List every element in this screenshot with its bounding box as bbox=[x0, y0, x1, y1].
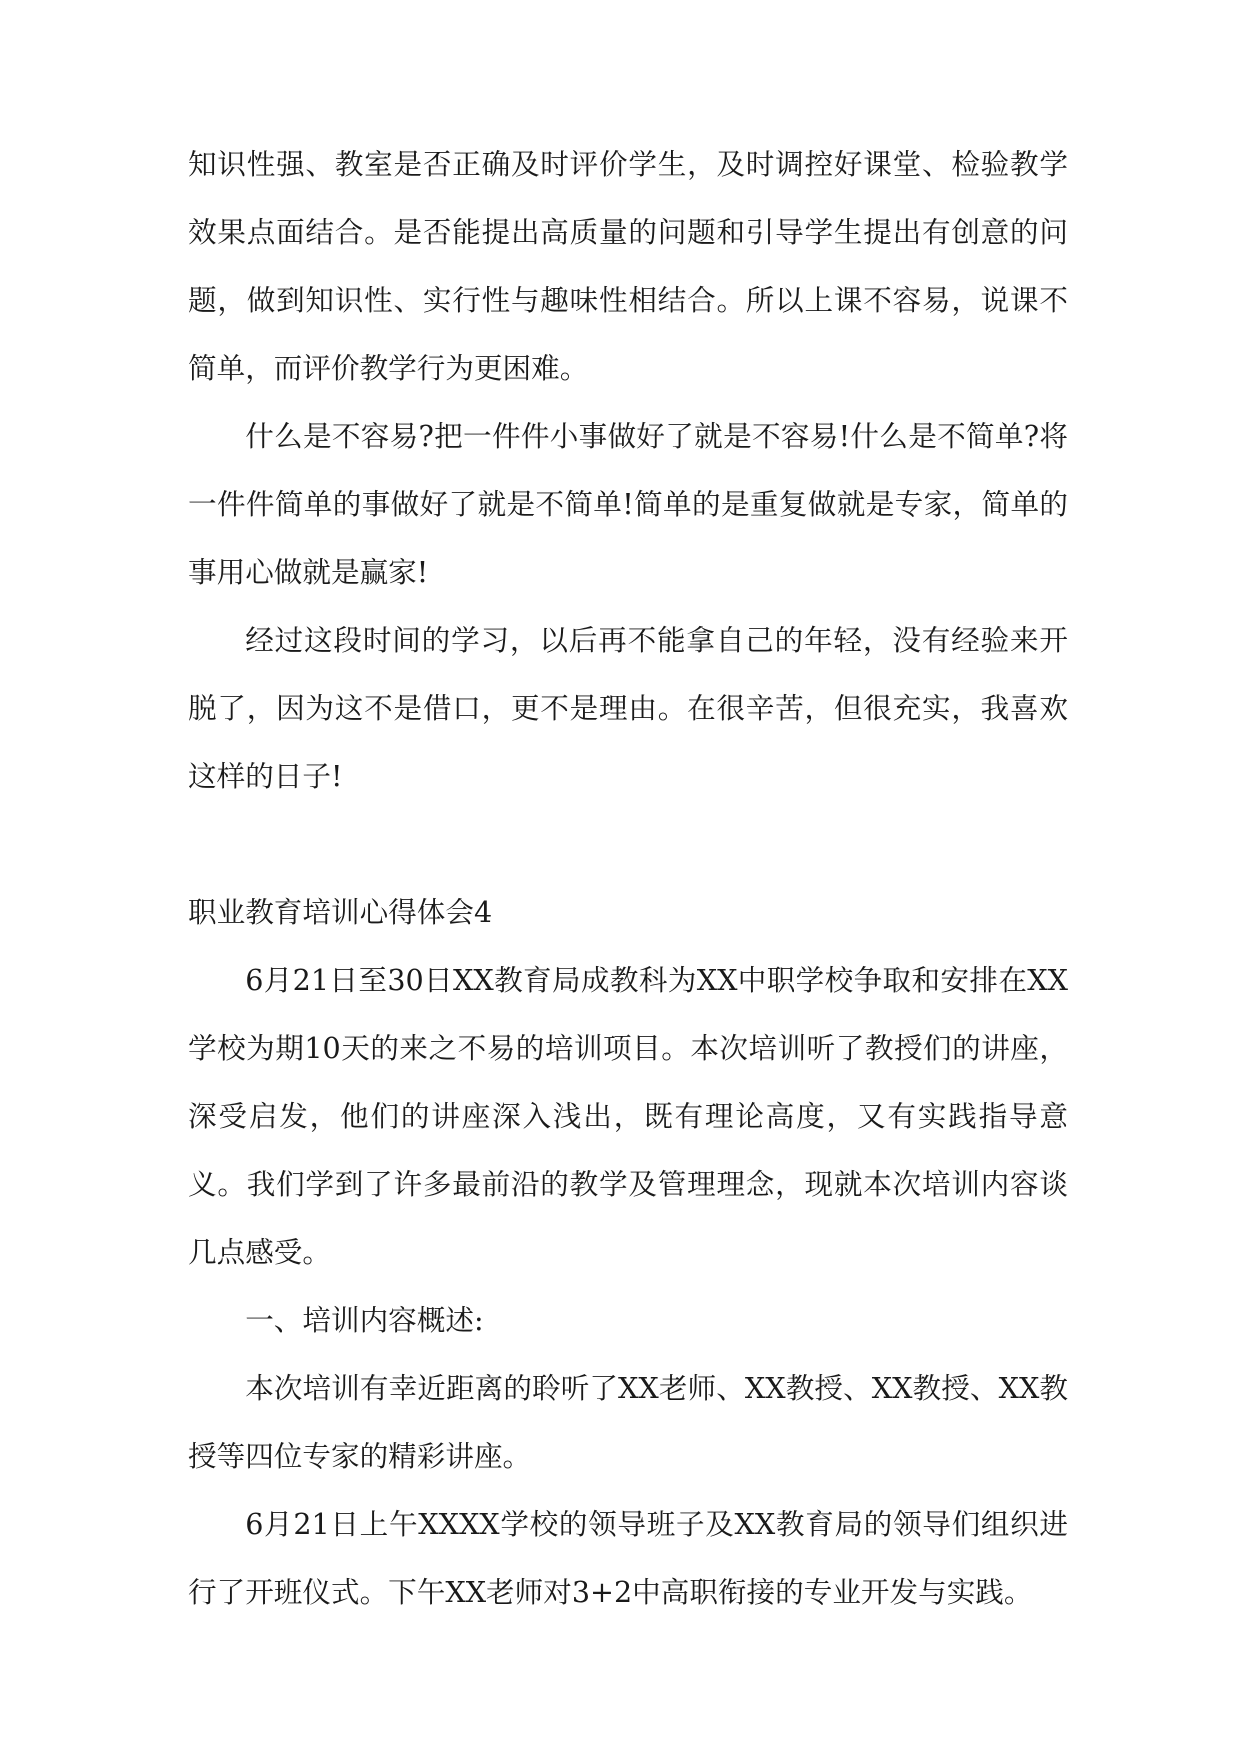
paragraph-6: 本次培训有幸近距离的聆听了XX老师、XX教授、XX教授、XX教授等四位专家的精彩讲座。 bbox=[188, 1371, 1068, 1473]
paragraph-4: 6月21日至30日XX教育局成教科为XX中职学校争取和安排在XX学校为期10天的来之不易的培训项目。本次培训听了教授们的讲座，深受启发，他们的讲座深入浅出，既有理论高度，又有实践指导意义。我们学到了许多最前沿的教学及管理理念，现就本次培训内容谈几点感受。 bbox=[188, 963, 1068, 1269]
paragraph-7: 6月21日上午XXXX学校的领导班子及XX教育局的领导们组织进行了开班仪式。下午XX老师对3+2中高职衔接的专业开发与实践。 bbox=[188, 1507, 1068, 1609]
paragraph-2: 什么是不容易?把一件件小事做好了就是不容易!什么是不简单?将一件件简单的事做好了就是不简单!简单的是重复做就是专家，简单的事用心做就是赢家! bbox=[188, 419, 1068, 589]
paragraph-1: 知识性强、教室是否正确及时评价学生，及时调控好课堂、检验教学效果点面结合。是否能提出高质量的问题和引导学生提出有创意的问题，做到知识性、实行性与趣味性相结合。所以上课不容易，说课不简单，而评价教学行为更困难。 bbox=[188, 147, 1068, 385]
section-title: 职业教育培训心得体会4 bbox=[188, 895, 493, 929]
paragraph-3: 经过这段时间的学习，以后再不能拿自己的年轻，没有经验来开脱了，因为这不是借口，更不是理由。在很辛苦，但很充实，我喜欢这样的日子! bbox=[188, 623, 1068, 793]
section-gap bbox=[188, 810, 1068, 878]
document-body bbox=[188, 130, 1068, 1626]
paragraph-5: 一、培训内容概述: bbox=[245, 1303, 484, 1337]
